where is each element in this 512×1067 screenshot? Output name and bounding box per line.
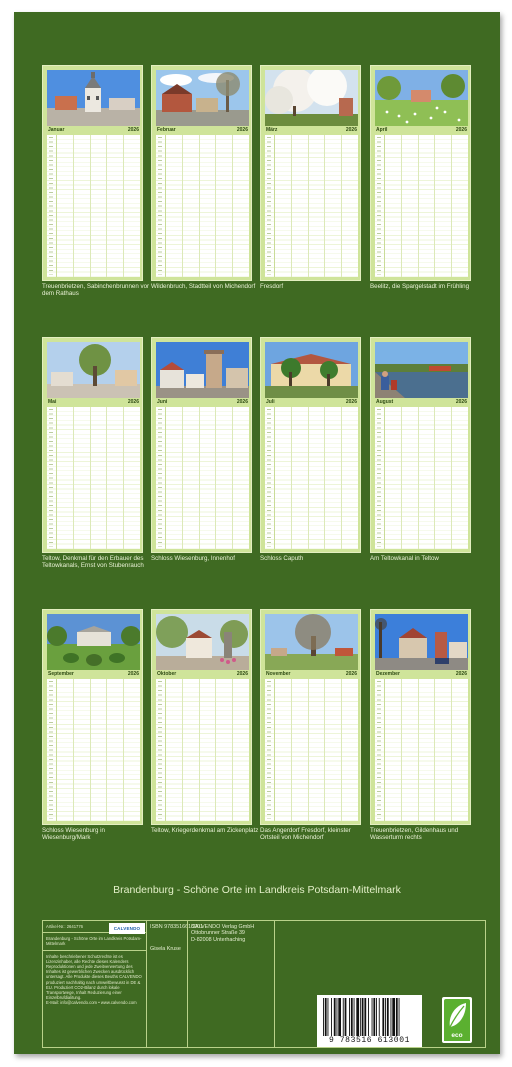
author-name: Gisela Kruse	[150, 946, 181, 953]
month-caption: Das Angerdorf Fresdorf, kleinster Ortsteil von Michendorf	[260, 827, 351, 841]
month-photo	[47, 70, 140, 126]
month-year: 2026	[236, 127, 248, 133]
month-header	[375, 126, 468, 134]
month-caption: Treuenbrietzen, Gildenhaus und Wasserturm rechts	[370, 827, 459, 841]
month-card-1	[42, 65, 143, 281]
planner-grid	[375, 679, 468, 821]
planner-grid	[265, 679, 358, 821]
month-header	[375, 398, 468, 406]
month-name: Februar	[157, 127, 176, 133]
month-card-11	[260, 609, 361, 825]
planner-grid	[47, 679, 140, 821]
month-photo	[156, 70, 249, 126]
month-year: 2026	[345, 399, 357, 405]
month-card-12	[370, 609, 471, 825]
leaf-icon	[444, 999, 470, 1033]
planner-grid	[156, 135, 249, 277]
month-name: Juli	[266, 399, 275, 405]
month-year: 2026	[455, 127, 467, 133]
planner-grid	[375, 407, 468, 549]
month-caption: Schloss Wiesenburg, Innenhof	[151, 555, 235, 562]
month-header	[375, 670, 468, 678]
month-caption: Fresdorf	[260, 283, 284, 290]
month-card-4	[370, 65, 471, 281]
month-year: 2026	[236, 671, 248, 677]
footer-isbn-column	[147, 921, 204, 1047]
barcode-number: 9 783516 613001	[328, 1036, 410, 1045]
footer-publisher-column	[187, 921, 275, 1047]
footer-legal-column	[43, 921, 147, 1047]
month-photo	[265, 614, 358, 670]
month-name: Januar	[48, 127, 65, 133]
planner-grid	[47, 135, 140, 277]
planner-grid	[265, 135, 358, 277]
month-caption: Treuenbrietzen, Sabinchenbrunnen vor dem Rathaus	[42, 283, 150, 297]
month-header	[265, 126, 358, 134]
month-photo	[375, 342, 468, 398]
month-caption: Beelitz, die Spargelstadt im Frühling	[370, 283, 470, 290]
month-card-6	[151, 337, 252, 553]
month-photo	[156, 614, 249, 670]
eco-badge	[442, 997, 472, 1043]
month-header	[156, 670, 249, 678]
month-photo	[47, 614, 140, 670]
month-year: 2026	[345, 671, 357, 677]
month-card-9	[42, 609, 143, 825]
month-card-10	[151, 609, 252, 825]
planner-grid	[156, 679, 249, 821]
month-photo	[156, 342, 249, 398]
month-photo	[47, 342, 140, 398]
month-header	[47, 398, 140, 406]
month-photo	[375, 70, 468, 126]
month-name: August	[376, 399, 394, 405]
month-card-5	[42, 337, 143, 553]
month-caption: Teltow, Kriegerdenkmal am Zickenplatz	[151, 827, 259, 834]
month-caption: Teltow, Denkmal für den Erbauer des Teltowkanals, Ernst von Stubenrauch	[42, 555, 144, 569]
month-name: November	[266, 671, 291, 677]
calendar-title: Brandenburg - Schöne Orte im Landkreis Potsdam-Mittelmark	[113, 884, 401, 896]
publisher-street: Ottobrunner Straße 39	[191, 930, 245, 937]
barcode-bars	[321, 998, 418, 1036]
footer-email: E-Mail: info@calvendo.com • www.calvendo.com	[46, 1000, 137, 1006]
month-caption: Wildenbruch, Stadtteil von Michendorf	[151, 283, 256, 290]
month-card-2	[151, 65, 252, 281]
month-header	[265, 670, 358, 678]
planner-grid	[265, 407, 358, 549]
month-photo	[265, 70, 358, 126]
month-year: 2026	[236, 399, 248, 405]
month-card-8	[370, 337, 471, 553]
month-caption: Am Teltowkanal in Teltow	[370, 555, 439, 562]
calendar-poster	[14, 12, 500, 1054]
month-name: Juni	[157, 399, 168, 405]
publisher-name: CALVENDO Verlag GmbH	[191, 924, 255, 930]
month-name: Dezember	[376, 671, 400, 677]
month-name: Oktober	[157, 671, 177, 677]
month-year: 2026	[345, 127, 357, 133]
month-card-3	[260, 65, 361, 281]
month-caption: Schloss Wiesenburg in Wiesenburg/Mark	[42, 827, 105, 841]
month-year: 2026	[127, 671, 139, 677]
month-header	[265, 398, 358, 406]
planner-grid	[375, 135, 468, 277]
planner-grid	[47, 407, 140, 549]
isbn-text: ISBN 9783516613001	[150, 924, 204, 930]
month-name: Mai	[48, 399, 57, 405]
calvendo-logo: CALVENDO	[109, 923, 145, 934]
month-header	[156, 126, 249, 134]
publisher-city: D-82008 Unterhaching	[191, 936, 246, 943]
footer-legal-text: Inhalte beschriebener Schutzrechte ist es Lizenzinhaber, alle Rechte dieses Kalenders Reproduktionen und jede Zweitverwertung des Inhaltes ist gewerblichen Zwecken ausdrücklich untersagt. Alle Produkte dieses Beuths CALVENDO produziert nachhaltig nach umweltbewusst in DE & EU. Produziert CO2-Bilanz durch lokale Transportwege, Inhalt Reduzierung einer Einzelbrufdialitung.	[46, 953, 142, 1001]
month-name: September	[48, 671, 74, 677]
month-header	[47, 126, 140, 134]
month-photo	[375, 614, 468, 670]
info-footer	[42, 920, 486, 1048]
eco-label: eco	[444, 1031, 470, 1041]
month-caption: Schloss Caputh	[260, 555, 304, 562]
planner-grid	[156, 407, 249, 549]
footer-short-title: Brandenburg - Schöne Orte im Landkreis Potsdam-Mittelmark	[46, 936, 142, 947]
month-year: 2026	[455, 671, 467, 677]
month-year: 2026	[127, 399, 139, 405]
month-year: 2026	[127, 127, 139, 133]
month-header	[47, 670, 140, 678]
month-photo	[265, 342, 358, 398]
month-card-7	[260, 337, 361, 553]
month-year: 2026	[455, 399, 467, 405]
barcode	[317, 995, 422, 1047]
month-header	[156, 398, 249, 406]
article-number: Artikel-Nr.: 2641776	[46, 924, 84, 929]
month-name: März	[266, 127, 278, 133]
month-name: April	[376, 127, 388, 133]
